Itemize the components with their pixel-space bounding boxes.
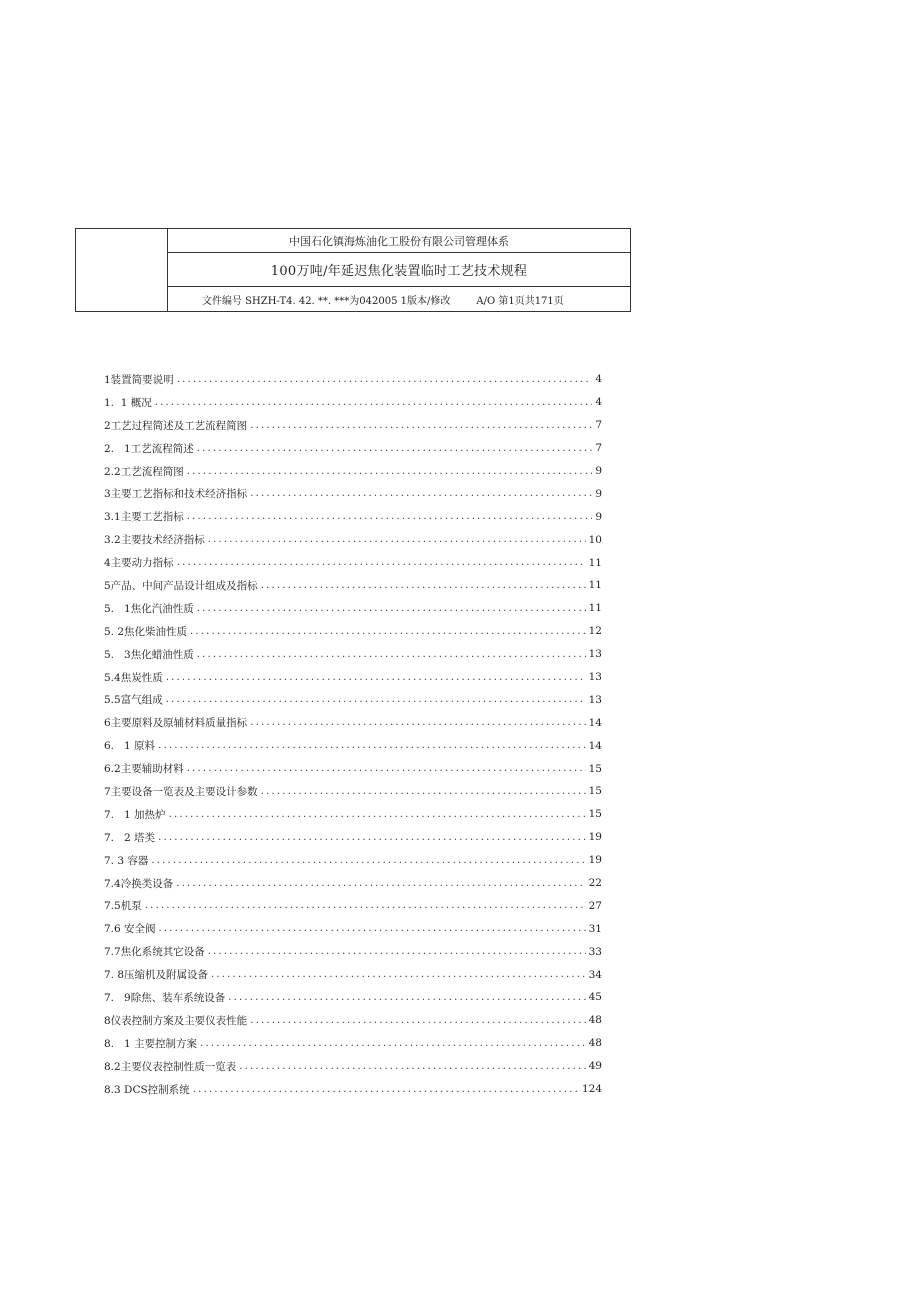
toc-entry-label: 7.4冷换类设备 <box>104 877 174 890</box>
toc-entry-page: 34 <box>588 968 602 981</box>
toc-entry-page: 11 <box>588 556 602 569</box>
toc-entry[interactable] <box>104 688 602 711</box>
toc-entry-label: 7主要设备一览表及主要设计参数 <box>104 785 258 798</box>
toc-entry-label: 7. 2 塔类 <box>104 831 156 844</box>
toc-entry[interactable] <box>104 1032 602 1055</box>
toc-entry[interactable] <box>104 368 602 391</box>
page-info: A/O 第1页共171页 <box>476 295 564 307</box>
toc-entry-label: 3主要工艺指标和技术经济指标 <box>104 488 248 501</box>
toc-entry[interactable] <box>104 1009 602 1032</box>
toc-entry[interactable] <box>104 986 602 1009</box>
toc-entry-label: 4主要动力指标 <box>104 557 174 570</box>
toc-entry[interactable] <box>104 391 602 414</box>
toc-leader-dots <box>155 397 593 408</box>
toc-leader-dots <box>197 443 593 454</box>
toc-leader-dots <box>208 534 586 545</box>
toc-entry[interactable] <box>104 711 602 734</box>
toc-entry-page: 14 <box>588 716 602 729</box>
toc-entry-label: 7. 1 加热炉 <box>104 808 166 821</box>
toc-entry-label: 7.5机泵 <box>104 900 142 913</box>
toc-entry[interactable] <box>104 826 602 849</box>
toc-leader-dots <box>200 1038 586 1049</box>
toc-entry[interactable] <box>104 1078 602 1101</box>
toc-entry-page: 10 <box>588 533 602 546</box>
company-name: 中国石化镇海炼油化工股份有限公司管理体系 <box>168 229 630 253</box>
toc-entry-label: 7. 8压缩机及附属设备 <box>104 969 209 982</box>
toc-entry-label: 8.2主要仪表控制性质一览表 <box>104 1060 237 1073</box>
toc-entry[interactable] <box>104 940 602 963</box>
toc-entry-label: 1. 1 概况 <box>104 396 152 409</box>
toc-entry[interactable] <box>104 528 602 551</box>
toc-entry-page: 15 <box>588 785 602 798</box>
toc-leader-dots <box>261 580 586 591</box>
table-of-contents <box>104 368 602 1101</box>
toc-entry-page: 9 <box>595 510 602 523</box>
header-info <box>168 229 630 311</box>
toc-entry-label: 7. 3 容器 <box>104 854 149 867</box>
toc-entry[interactable] <box>104 597 602 620</box>
toc-entry-label: 3.1主要工艺指标 <box>104 511 184 524</box>
toc-entry-label: 7.7焦化系统其它设备 <box>104 946 205 959</box>
toc-leader-dots <box>187 466 593 477</box>
toc-entry-page: 9 <box>595 487 602 500</box>
toc-entry-page: 31 <box>588 922 602 935</box>
toc-entry-label: 6主要原料及原辅材料质量指标 <box>104 717 248 730</box>
toc-entry-page: 48 <box>588 1037 602 1050</box>
document-number: 文件编号 SHZH-T4. 42. **. ***为042005 1版本/修改 <box>202 295 451 307</box>
toc-leader-dots <box>177 557 586 568</box>
toc-entry-page: 9 <box>595 465 602 477</box>
toc-leader-dots <box>261 786 586 797</box>
document-title: 100万吨/年延迟焦化装置临时工艺技术规程 <box>168 253 630 287</box>
toc-leader-dots <box>250 420 592 431</box>
toc-entry-page: 19 <box>588 831 602 844</box>
toc-leader-dots <box>250 488 592 499</box>
toc-entry[interactable] <box>104 1055 602 1078</box>
logo-cell <box>76 229 168 311</box>
document-header-table <box>75 228 631 312</box>
toc-entry-page: 13 <box>588 671 602 684</box>
toc-leader-dots <box>193 1084 579 1095</box>
toc-entry[interactable] <box>104 460 602 483</box>
toc-entry-page: 19 <box>588 854 602 867</box>
toc-entry-page: 12 <box>588 625 602 638</box>
toc-entry-label: 5产品、中间产品设计组成及指标 <box>104 579 258 592</box>
toc-entry[interactable] <box>104 551 602 574</box>
toc-entry-page: 13 <box>588 693 602 706</box>
toc-leader-dots <box>250 1015 585 1026</box>
toc-entry-page: 14 <box>588 739 602 752</box>
toc-entry-label: 8仪表控制方案及主要仪表性能 <box>104 1014 248 1027</box>
toc-entry-page: 7 <box>595 419 602 432</box>
toc-leader-dots <box>151 855 585 866</box>
toc-entry[interactable] <box>104 574 602 597</box>
toc-entry-label: 8. 1 主要控制方案 <box>104 1037 198 1050</box>
toc-leader-dots <box>187 763 586 774</box>
toc-entry[interactable] <box>104 666 602 689</box>
toc-entry-label: 2. 1工艺流程简述 <box>104 442 194 455</box>
toc-leader-dots <box>166 672 586 683</box>
toc-entry-label: 5. 3焦化蜡油性质 <box>104 648 194 661</box>
toc-entry-page: 15 <box>588 762 602 775</box>
toc-leader-dots <box>159 923 586 934</box>
toc-leader-dots <box>177 374 593 385</box>
toc-entry-label: 7. 9除焦、装车系统设备 <box>104 991 226 1004</box>
toc-entry[interactable] <box>104 437 602 460</box>
toc-entry-label: 5. 1焦化汽油性质 <box>104 602 194 615</box>
toc-entry-label: 5.5富气组成 <box>104 694 163 707</box>
toc-entry-page: 124 <box>581 1083 602 1096</box>
toc-entry-label: 3.2主要技术经济指标 <box>104 534 205 547</box>
toc-leader-dots <box>250 717 585 728</box>
toc-leader-dots <box>158 740 586 751</box>
toc-entry-page: 45 <box>588 991 602 1004</box>
toc-entry-label: 5. 2焦化柴油性质 <box>104 625 188 638</box>
toc-leader-dots <box>166 694 586 705</box>
toc-leader-dots <box>187 511 593 522</box>
toc-entry[interactable] <box>104 894 602 917</box>
toc-entry[interactable] <box>104 505 602 528</box>
toc-entry[interactable] <box>104 803 602 826</box>
toc-entry-label: 2.2工艺流程简图 <box>104 465 184 478</box>
toc-entry-page: 4 <box>595 373 602 386</box>
toc-entry-page: 33 <box>588 945 602 958</box>
document-number-row <box>168 287 630 311</box>
toc-entry[interactable] <box>104 849 602 872</box>
toc-leader-dots <box>176 878 585 889</box>
toc-entry-page: 11 <box>588 579 602 592</box>
toc-leader-dots <box>228 992 585 1003</box>
toc-entry-label: 7.6 安全阀 <box>104 923 156 936</box>
toc-entry[interactable] <box>104 780 602 803</box>
toc-leader-dots <box>190 626 586 637</box>
toc-leader-dots <box>197 649 586 660</box>
toc-leader-dots <box>197 603 586 614</box>
toc-entry-label: 8.3 DCS控制系统 <box>104 1083 190 1096</box>
toc-entry-page: 48 <box>588 1014 602 1027</box>
toc-leader-dots <box>208 946 586 957</box>
toc-entry-page: 27 <box>588 899 602 912</box>
toc-entry-label: 6. 1 原料 <box>104 740 156 753</box>
toc-leader-dots <box>158 832 586 843</box>
toc-entry[interactable] <box>104 963 602 986</box>
toc-entry-label: 2工艺过程简述及工艺流程简图 <box>104 419 248 432</box>
toc-leader-dots <box>239 1061 585 1072</box>
toc-entry-page: 22 <box>588 877 602 890</box>
toc-entry-label: 1装置简要说明 <box>104 373 174 386</box>
toc-entry[interactable] <box>104 734 602 757</box>
toc-entry-page: 49 <box>588 1060 602 1073</box>
toc-leader-dots <box>211 969 586 980</box>
toc-leader-dots <box>145 900 586 911</box>
toc-entry[interactable] <box>104 643 602 666</box>
toc-entry-page: 4 <box>595 396 602 409</box>
toc-entry[interactable] <box>104 482 602 505</box>
toc-entry[interactable] <box>104 414 602 437</box>
toc-leader-dots <box>169 809 586 820</box>
toc-entry[interactable] <box>104 620 602 643</box>
toc-entry[interactable] <box>104 872 602 895</box>
toc-entry-page: 7 <box>595 442 602 455</box>
toc-entry-page: 11 <box>588 602 602 615</box>
toc-entry-label: 5.4焦炭性质 <box>104 671 163 684</box>
toc-entry[interactable] <box>104 917 602 940</box>
toc-entry[interactable] <box>104 757 602 780</box>
toc-entry-page: 13 <box>588 648 602 661</box>
toc-entry-label: 6.2主要辅助材料 <box>104 763 184 776</box>
toc-entry-page: 15 <box>588 808 602 821</box>
